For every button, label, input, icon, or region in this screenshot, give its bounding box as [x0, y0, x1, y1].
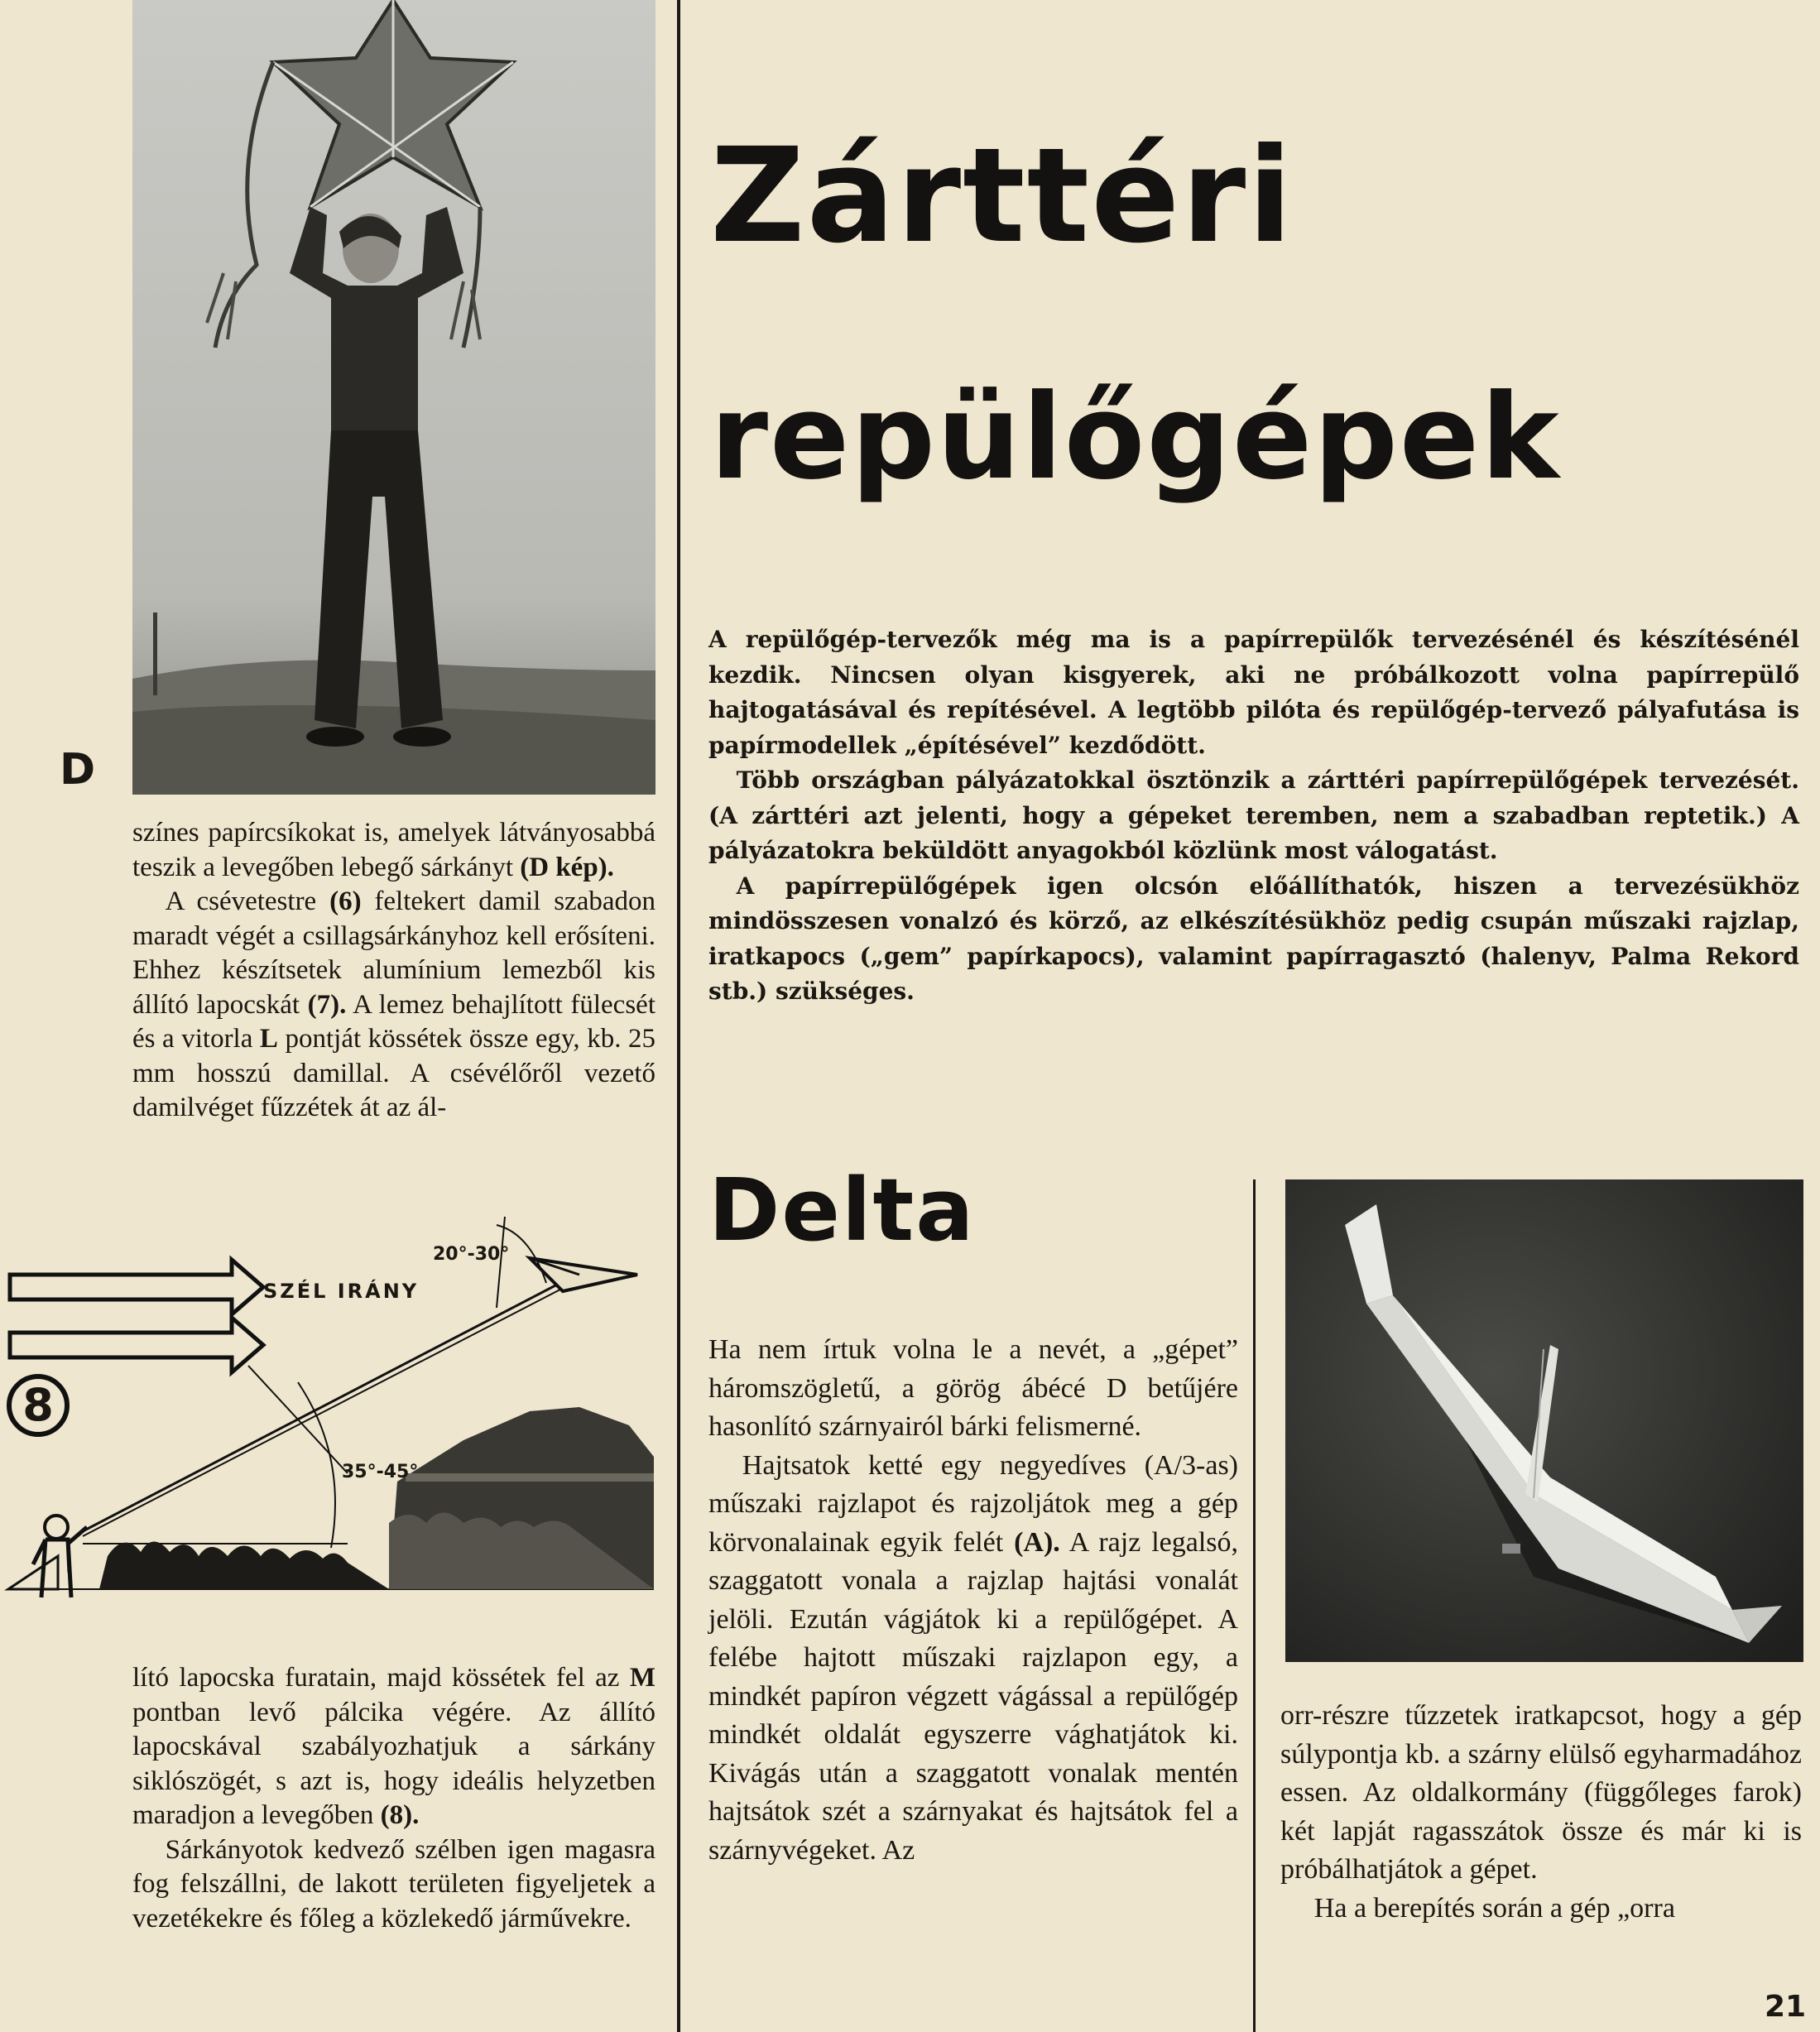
text-bold: (6)	[329, 886, 362, 916]
delta-plane-photo	[1285, 1179, 1803, 1662]
page-number: 21	[1765, 1990, 1807, 2024]
title-line-1: Zárttéri	[710, 120, 1294, 272]
left-column-top	[132, 816, 655, 1126]
text-bold: (7).	[307, 989, 347, 1020]
mid-column	[708, 1331, 1238, 1870]
kite-photo	[132, 0, 655, 795]
intro-paragraph-2: Több országban pályázatokkal ösztönzik a zárttéri papírrepülőgépek tervezését. (A zárttéri azt jelenti, hogy a gépeket teremben, nem a szabadban reptetik.) A pályázatokra beküldött anyagokból közlünk most válogatást.	[708, 766, 1799, 864]
photo-label: D	[60, 745, 96, 795]
column-divider-right	[1253, 1179, 1256, 2032]
text: pontban levő pálcika végére. Az állító lapocskával szabályozhatjuk a sárkány siklószögét, s azt is, hogy ideális helyzetben maradjon a levegőben	[132, 1697, 655, 1830]
left-paragraph-1	[132, 816, 655, 885]
text: színes papírcsíkokat is, amelyek látványosabbá teszik a levegőben lebegő sárkányt	[132, 818, 655, 882]
text: A rajz legalsó, szaggatott vonala a rajzlap hajtási vonalát jelöli. Ezután vágjátok ki a repülőgépet. A felébe hajtott műszaki rajzlapon egy, a mindkét papíron végzett vágással a repülőgép mindkét oldalát egyszerre vághatjátok ki. Kivágás után a szaggatott vonalak mentén hajtsátok szét a szárnyakat és hajtsátok fel a szárnyvégeket. Az	[708, 1526, 1238, 1866]
text-bold: (8).	[380, 1800, 420, 1830]
angle-label-mid: 35°-45°	[342, 1462, 419, 1482]
text: lító lapocska furatain, majd kössétek fel az	[132, 1663, 630, 1693]
left-paragraph-3	[132, 1661, 655, 1833]
left-column-bottom	[132, 1661, 655, 1936]
text: A csévetestre	[165, 886, 330, 916]
mid-paragraph-2	[708, 1447, 1238, 1871]
text-bold: M	[629, 1663, 655, 1693]
title-line-2: repülőgépek	[710, 369, 1561, 506]
diagram-number	[7, 1374, 70, 1437]
right-paragraph-2: Ha a berepítés során a gép „orra	[1313, 1892, 1675, 1924]
text: Hajtsatok ketté egy negyedíves (A/3-as) műszaki rajzlapot és rajzoljátok meg a gép körvonalainak egyik felét	[708, 1449, 1238, 1558]
intro-text	[708, 622, 1799, 1010]
intro-paragraph-1: A repülőgép-tervezők még ma is a papírrepülők tervezésénél és készítésénél kezdik. Nincsen olyan kisgyerek, aki ne próbálkozott volna papírrepülő hajtogatásával és repítésével. A legtöbb pilóta és repülőgép-tervező pályafutása is papírmodellek „építésével” kezdődött.	[708, 626, 1799, 759]
text-bold: (A).	[1014, 1526, 1060, 1558]
kite-angle-diagram	[0, 1208, 662, 1606]
wind-label: SZÉL IRÁNY	[263, 1280, 420, 1303]
column-divider	[677, 0, 680, 2032]
right-paragraph-1: orr-részre tűzzetek iratkapcsot, hogy a gép súlypontja kb. a szárny elülső egyharmadához essen. Az oldalkormány (függőleges farok) két lapját ragasszátok össze és már ki is próbálhatjátok a gépet.	[1280, 1700, 1802, 1885]
left-paragraph-2	[132, 885, 655, 1126]
text-bold: L	[259, 1024, 278, 1054]
text: feltekert damil szabadon maradt végét a csillagsárkányhoz kell erősíteni. Ehhez készítsetek alumínium lemezből kis állító lapocskát	[132, 886, 655, 1020]
left-paragraph-4: Sárkányotok kedvező szélben igen magasra fog felszállni, de lakott területen figyeljetek a vezetékekre és főleg a közlekedő járművekre.	[132, 1834, 655, 1934]
mid-paragraph-1: Ha nem írtuk volna le a nevét, a „gépet” háromszögletű, a görög ábécé D betűjére hasonlító szárnyairól bárki felismerné.	[708, 1334, 1238, 1442]
diagram-number-text: 8	[22, 1379, 54, 1431]
intro-paragraph-3: A papírrepülőgépek igen olcsón előállíthatók, hiszen a tervezésükhöz mindösszesen vonalzó és körző, az elkészítésükhöz pedig csupán műszaki rajzlap, iratkapocs („gem” papírkapocs), valamint papírragasztó (halenyv, Palma Rekord stb.) szükséges.	[708, 872, 1799, 1005]
text: A lemez behajlított fülecsét és a vitorla	[132, 989, 655, 1054]
section-title: Delta	[708, 1160, 976, 1261]
right-column	[1280, 1697, 1802, 1928]
angle-label-top: 20°-30°	[433, 1244, 510, 1265]
text: pontját kössétek össze egy, kb. 25 mm hosszú damillal. A csévélőről vezető damilvéget fűzzétek át az ál-	[132, 1024, 655, 1122]
text-bold: (D kép).	[520, 852, 614, 882]
